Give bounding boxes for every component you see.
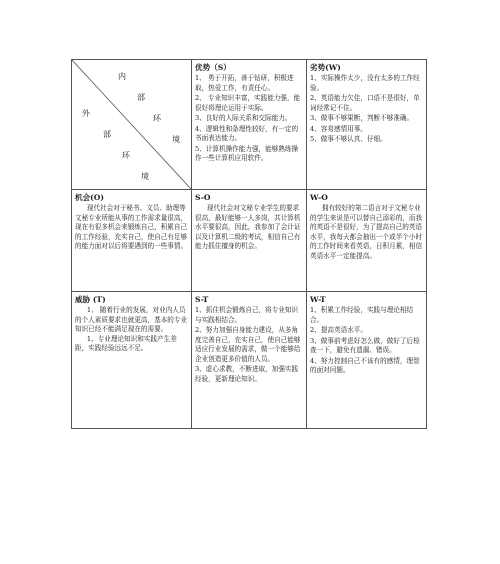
outer-label-3: 环: [122, 151, 130, 160]
strength-item: 1、 勇于开拓，善于钻研，积极进取，热爱工作，有责任心。: [195, 74, 294, 92]
outer-label-2: 部: [103, 130, 111, 139]
strength-item: 4、逻辑性和条理性较好，有一定的书面表达能力。: [195, 124, 299, 143]
st-title: S-T: [195, 295, 209, 304]
wo-cell: [307, 190, 427, 292]
wo-title: W-O: [310, 193, 328, 202]
opportunities-title: 机会(O): [75, 193, 104, 202]
strength-item: 5、计算机操作能力强，能够熟练操作一些计算机应用软件。: [195, 144, 299, 163]
inner-label-3: 环: [153, 114, 161, 123]
threats-cell: [72, 292, 192, 429]
st-cell: [192, 292, 307, 429]
strengths-cell: [192, 60, 307, 190]
corner-cell: [72, 60, 192, 190]
threat-item: 1、 随着行业的发展，对业内人员的个人素质要求也就更高，基本的专业知识已经不能满足现在的需要。: [75, 306, 188, 334]
inner-label-1: 内: [118, 72, 126, 81]
inner-label-4: 境: [172, 135, 180, 144]
weaknesses-title: 劣势(W): [310, 63, 341, 72]
strength-item: 3、良好的人际关系和交际能力。: [195, 114, 292, 123]
swot-table: [71, 59, 427, 429]
threats-title: 威胁 (T): [75, 295, 106, 304]
weaknesses-cell: [307, 60, 427, 190]
wt-title: W-T: [310, 295, 326, 304]
inner-label-2: 部: [137, 93, 145, 102]
wt-item: 4、努力控制自己不该有的感情，理智的面对问题。: [310, 356, 420, 375]
weakness-item: 1、实际操作太少，没有太多的工作经验。: [310, 74, 420, 92]
weakness-item: 5、做事不够认真、仔细。: [310, 135, 387, 144]
opportunities-text: 现代社会对于秘书、文员、助理等文秘专业所能从事的工作需求量很高，现在有很多机会来锻炼自己，积累自己的工作经验，充实自己，使自己有足够的能力面对以后将要遇到的一些事情。: [75, 204, 188, 251]
wo-text: 拥有较好的第二语言对于文秘专业的学生来说是可以替自己添彩的，而我的英语不是很好，为了提高自己的英语水平，我每天都会抽出一个或半个小时的工作时间来看英语，日积月累，相信英语水平一定能提高。: [310, 204, 423, 260]
outer-label-1: 外: [82, 109, 90, 118]
st-item: 3、虚心求教，不断进取，加强实践经验，更新理论知识。: [195, 365, 299, 383]
wt-cell: [307, 292, 427, 429]
weakness-item: 3、做事不够果断，判断不够准确。: [310, 114, 414, 123]
wt-item: 1、积累工作经验，实践与理论相结合。: [310, 306, 414, 324]
threat-item: 1、专业理论知识和实践产生差距，实践经验远远不足。: [75, 334, 177, 353]
outer-label-4: 境: [141, 172, 149, 181]
st-item: 1、抓住机会锻炼自己，将专业知识与实践相结合。: [195, 306, 299, 324]
strength-item: 2、 专业知识丰富，实践能力强，能很好将理论运用于实际。: [195, 94, 301, 112]
weakness-item: 4、容易感情用事。: [310, 124, 367, 133]
wt-item: 2、提高英语水平。: [310, 326, 367, 335]
wt-item: 3、做事前考虑好怎么做，做好了后检查一下，避免有遗漏、错误。: [310, 336, 420, 355]
diagonal-line: [72, 60, 191, 189]
so-text: 现代社会对文秘专业学生的要求很高，最好能够一人多岗，共计算机水平要很高，因此，我参加了会计证以及计算机二级的考试，相信自己有能力抓住擅身的机会。: [195, 204, 301, 251]
so-cell: [192, 190, 307, 292]
opportunities-cell: [72, 190, 192, 292]
so-title: S-O: [195, 193, 211, 202]
weakness-item: 2、英语能力欠佳，口语不是很好，单词经常记不住。: [310, 94, 420, 112]
strengths-title: 优势（S）: [195, 63, 231, 72]
st-item: 2、努力加强自身能力建设，从多角度完善自己，充实自己，使自己能够适应行业发展的需求，做一个能够给企业创造更多价值的人员。: [195, 326, 301, 363]
